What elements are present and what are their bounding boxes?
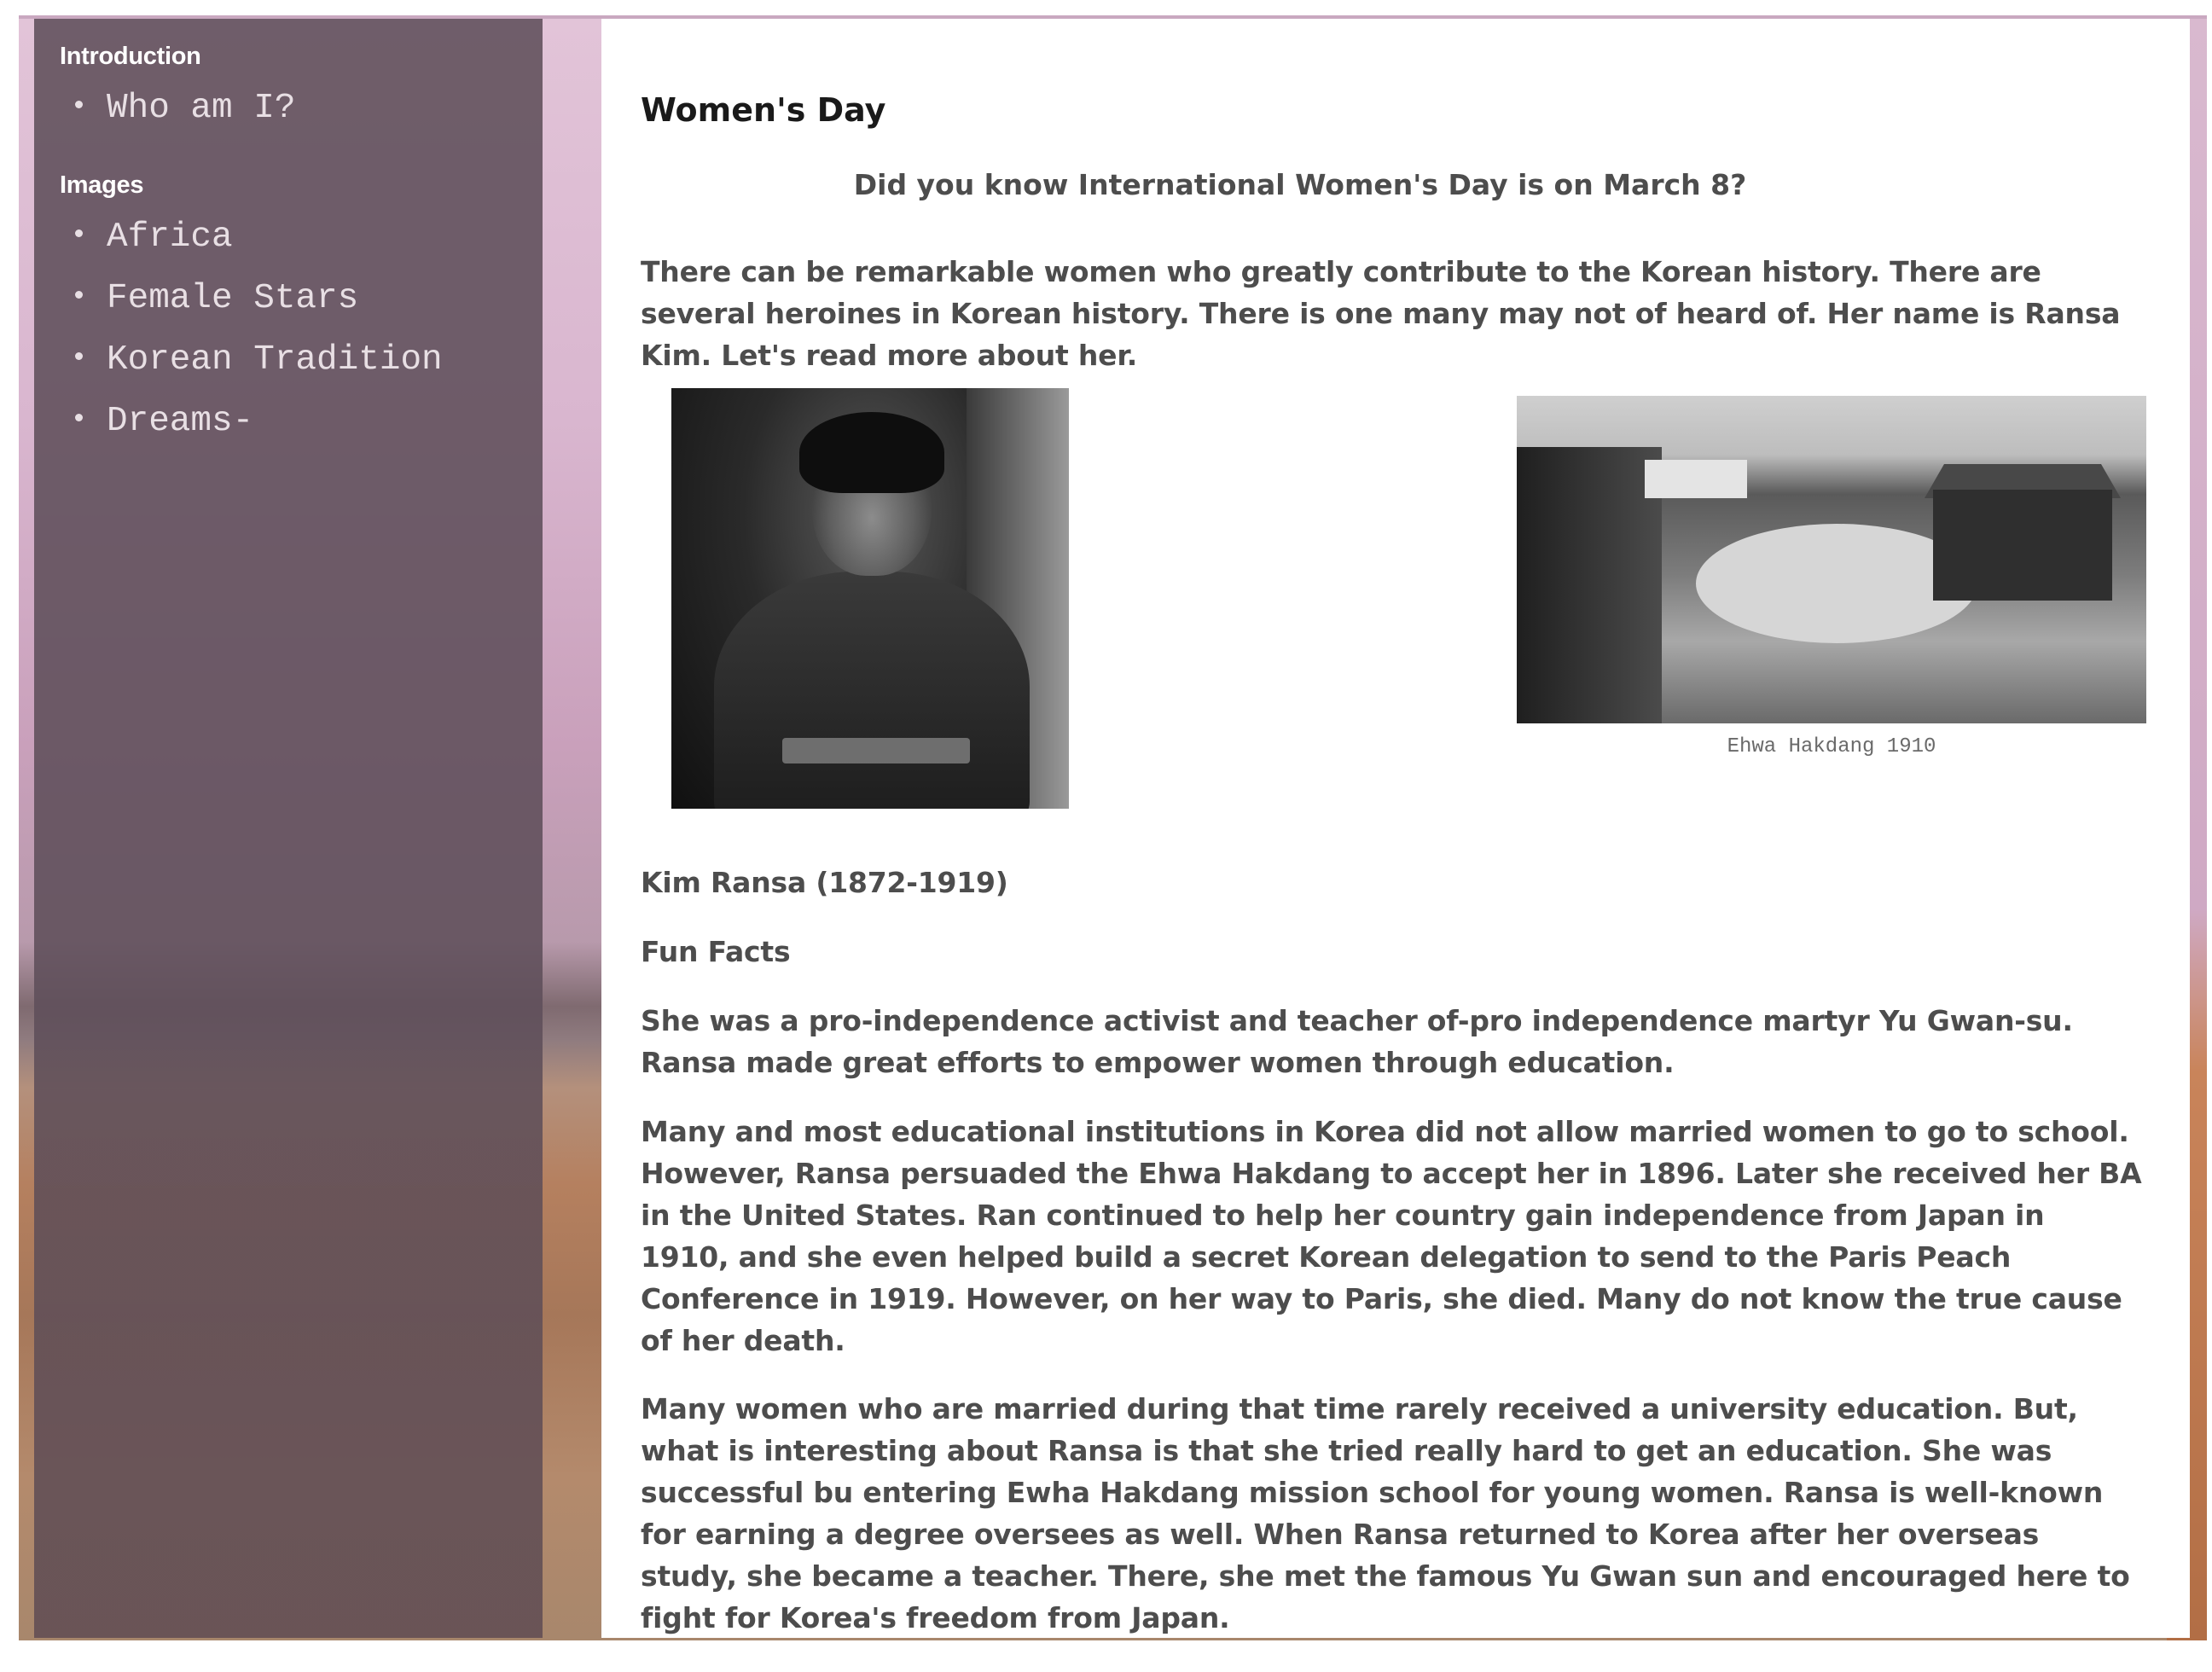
article-paragraph: Many and most educational institutions in Korea did not allow married women to go to school. However, Ransa persuaded the Ehwa Hakdang to accept her in 1896. Later she received her BA in the United States. Ran continued to help her country gain independence from Japan in 1910, and she even helped build a secret Korean delegation to send to the Paris Peach Conference in 1919. However, on her way to Paris, she died. Many do not know the true cause of her death.	[641, 1115, 2142, 1357]
article-paragraph: She was a pro-independence activist and teacher of-pro independence martyr Yu Gwan-su. Ransa made great efforts to empower women through education.	[641, 1004, 2073, 1079]
fun-facts-heading: Fun Facts	[641, 935, 791, 968]
sidebar-item-label: Africa	[107, 218, 233, 257]
portrait-photo	[671, 388, 1069, 809]
sidebar-item-label: Korean Tradition	[107, 340, 443, 380]
bullet-icon	[75, 352, 83, 360]
sidebar-section-introduction	[60, 43, 543, 139]
article-content	[601, 19, 2190, 1638]
sidebar-item-korean-tradition[interactable]	[60, 329, 543, 391]
sidebar-item-who-am-i[interactable]	[60, 78, 543, 139]
portrait-label: Kim Ransa (1872-1919)	[641, 866, 1008, 899]
sidebar-section-images	[60, 171, 543, 452]
article-paragraph: Many women who are married during that time rarely received a university education. But, what is interesting about Ransa is that she tried really hard to get an education. She was successful bu entering Ewha Hakdang mission school for young women. Ransa is well-known for earning a degree oversees as well. When Ransa returned to Korea after her overseas study, she became a teacher. There, she met the famous Yu Gwan sun and encouraged here to fight for Korea's freedom from Japan.	[641, 1392, 2130, 1634]
sidebar-item-dreams[interactable]	[60, 391, 543, 452]
bullet-icon	[75, 101, 83, 108]
article-intro: There can be remarkable women who greatly contribute to the Korean history. There are several heroines in Korean history. There is one many may not of heard of. Her name is Ransa Kim. Let's read more about her.	[641, 255, 2121, 372]
bullet-icon	[75, 414, 83, 421]
sidebar-item-label: Dreams-	[107, 402, 254, 441]
sidebar-item-label: Female Stars	[107, 279, 359, 318]
sidebar-list-images	[60, 206, 543, 452]
bullet-icon	[75, 291, 83, 299]
article-question: Did you know International Women's Day is on March 8?	[853, 168, 1747, 201]
sidebar-heading-images: Images	[60, 171, 144, 199]
sidebar-nav	[34, 19, 543, 1638]
sidebar-heading-introduction: Introduction	[60, 43, 201, 70]
bullet-icon	[75, 229, 83, 237]
sidebar-item-label: Who am I?	[107, 89, 296, 128]
sidebar-item-female-stars[interactable]	[60, 268, 543, 329]
sidebar-item-africa[interactable]	[60, 206, 543, 268]
school-photo	[1517, 396, 2146, 723]
sidebar-list-introduction	[60, 78, 543, 139]
page-title: Women's Day	[641, 91, 886, 129]
school-photo-caption: Ehwa Hakdang 1910	[1727, 735, 1936, 758]
